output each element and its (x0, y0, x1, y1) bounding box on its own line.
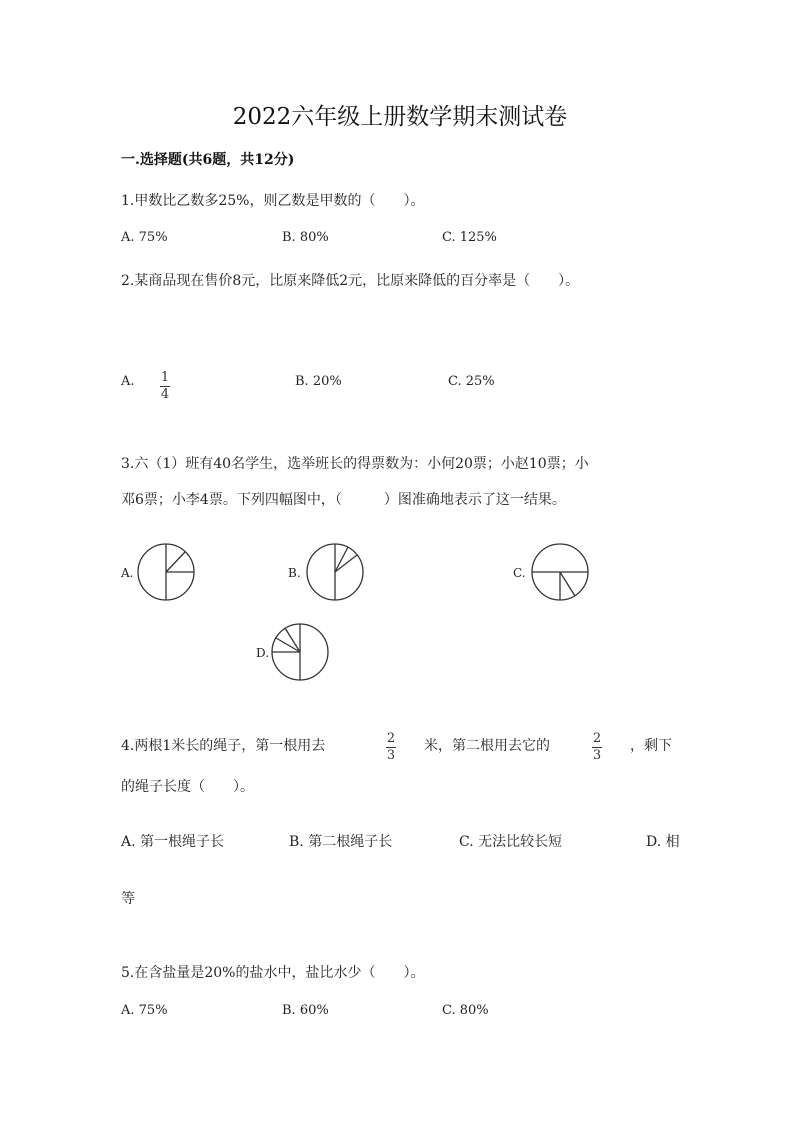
question-4-part-3: ，剩下 (630, 738, 672, 754)
fraction-denominator: 3 (386, 748, 396, 763)
question-2-option-b[interactable]: B. 20% (295, 374, 342, 389)
fraction-denominator: 3 (592, 748, 602, 763)
question-3-option-c-label[interactable]: C. (513, 566, 526, 580)
section-heading: 一.选择题(共6题，共12分) (121, 152, 295, 168)
question-4-option-b[interactable]: B. 第二根绳子长 (289, 834, 393, 850)
question-4-option-a[interactable]: A. 第一根绳子长 (121, 834, 225, 850)
question-1-option-a[interactable]: A. 75% (121, 230, 168, 245)
fraction-denominator: 4 (160, 387, 170, 402)
question-2-option-a-label[interactable]: A. (121, 374, 135, 389)
question-1-option-c[interactable]: C. 125% (442, 230, 497, 245)
pie-chart-b[interactable] (305, 542, 365, 602)
pie-chart-c[interactable] (530, 542, 590, 602)
question-1-text: 1.甲数比乙数多25%，则乙数是甲数的（ ）。 (121, 193, 425, 209)
fraction-numerator: 2 (592, 731, 602, 746)
question-4-option-c[interactable]: C. 无法比较长短 (459, 834, 563, 850)
question-4-part-2: 米，第二根用去它的 (424, 738, 550, 754)
question-2-option-a-fraction (160, 366, 170, 402)
page-title: 2022六年级上册数学期末测试卷 (232, 104, 568, 130)
fraction-numerator: 2 (386, 731, 396, 746)
question-3-option-b-label[interactable]: B. (288, 566, 301, 580)
question-5-option-a[interactable]: A. 75% (121, 1003, 168, 1018)
question-2-text: 2.某商品现在售价8元，比原来降低2元，比原来降低的百分率是（ ）。 (121, 273, 580, 289)
question-4-option-d[interactable]: D. 相 (646, 834, 680, 850)
question-4-fraction-2 (592, 727, 602, 763)
question-4-option-d-wrap[interactable]: 等 (121, 891, 135, 907)
question-3-line-1: 3.六（1）班有40名学生，选举班长的得票数为：小何20票；小赵10票；小 (121, 456, 589, 472)
question-4-line-2: 的绳子长度（ ）。 (121, 779, 254, 795)
question-4-part-1: 4.两根1米长的绳子，第一根用去 (121, 738, 326, 754)
question-2-option-c[interactable]: C. 25% (448, 374, 495, 389)
question-5-option-c[interactable]: C. 80% (442, 1003, 489, 1018)
question-3-line-2: 邓6票；小李4票。下列四幅图中，（ ）图准确地表示了这一结果。 (121, 492, 566, 508)
question-5-option-b[interactable]: B. 60% (282, 1003, 329, 1018)
pie-chart-d[interactable] (270, 622, 330, 682)
question-3-option-a-label[interactable]: A. (121, 566, 134, 580)
fraction-numerator: 1 (160, 370, 170, 385)
question-5-text: 5.在含盐量是20%的盐水中，盐比水少（ ）。 (121, 965, 425, 981)
question-4-fraction-1 (386, 727, 396, 763)
question-3-option-d-label[interactable]: D. (256, 646, 270, 660)
question-1-option-b[interactable]: B. 80% (282, 230, 329, 245)
pie-chart-a[interactable] (136, 542, 196, 602)
